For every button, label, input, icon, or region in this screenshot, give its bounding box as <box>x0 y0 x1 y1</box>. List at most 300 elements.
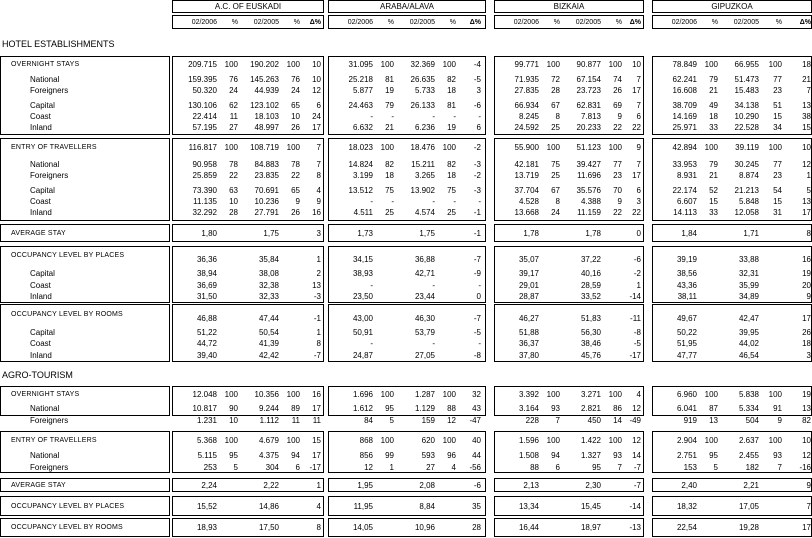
row-label: Foreigners <box>30 86 69 95</box>
table-cell: 15,52 <box>196 502 217 511</box>
table-cell: 53,79 <box>414 328 435 337</box>
table-cell: 5.115 <box>197 451 217 460</box>
table-cell: 8 <box>806 229 811 238</box>
table-cell: 50.320 <box>192 86 217 95</box>
column-header: 02/2006 <box>513 19 539 26</box>
table-cell: 100 <box>286 60 300 69</box>
table-cell: 51,88 <box>518 328 539 337</box>
table-cell: 13 <box>312 281 321 290</box>
table-cell: 15.483 <box>734 86 759 95</box>
table-cell: 36,37 <box>518 339 539 348</box>
table-cell: 100 <box>608 436 622 445</box>
table-cell: 100 <box>224 390 238 399</box>
table-cell: 81 <box>385 75 394 84</box>
table-cell: 19 <box>802 269 811 278</box>
table-cell: 70 <box>613 186 622 195</box>
table-cell: - <box>432 339 435 348</box>
table-cell: 620 <box>421 436 435 445</box>
table-cell: 116.817 <box>188 143 217 152</box>
table-cell: 100 <box>224 143 238 152</box>
block-title: OCCUPANCY LEVEL BY ROOMS <box>11 311 123 318</box>
column-header: Δ% <box>799 19 811 26</box>
table-cell: 34,15 <box>352 255 373 264</box>
table-cell: 37,22 <box>580 255 601 264</box>
table-cell: 22 <box>291 171 300 180</box>
table-cell: 14,86 <box>258 502 279 511</box>
table-cell: 32.369 <box>410 60 435 69</box>
table-cell: 3.271 <box>580 390 601 399</box>
table-cell: - <box>453 112 456 121</box>
table-cell: 79 <box>709 160 718 169</box>
table-cell: 1 <box>316 255 321 264</box>
table-cell: 17 <box>802 208 811 217</box>
table-cell: 16.608 <box>672 86 697 95</box>
table-cell: 67 <box>551 101 560 110</box>
table-cell: 66.934 <box>514 101 539 110</box>
block-title: OCCUPANCY LEVEL BY PLACES <box>11 252 125 259</box>
table-cell: 7 <box>636 101 641 110</box>
table-cell: -7 <box>633 463 641 472</box>
table-cell: 47,44 <box>258 314 279 323</box>
table-cell: 88 <box>447 404 456 413</box>
table-cell: 25.971 <box>672 123 697 132</box>
table-cell: 2 <box>316 269 321 278</box>
table-cell: 23 <box>613 171 622 180</box>
table-cell: 123.102 <box>250 101 279 110</box>
table-cell: 34,89 <box>738 292 759 301</box>
table-cell: 6 <box>476 123 481 132</box>
table-cell: 90.877 <box>576 60 601 69</box>
table-cell: 1.596 <box>518 436 539 445</box>
table-cell: 78 <box>229 160 238 169</box>
table-cell: 4.511 <box>353 208 373 217</box>
table-cell: 10 <box>312 60 321 69</box>
table-cell: 7 <box>777 463 782 472</box>
table-cell: 51,22 <box>196 328 217 337</box>
column-header: Δ% <box>629 19 641 26</box>
table-cell: 15.211 <box>411 160 435 169</box>
table-cell: 3 <box>806 351 811 360</box>
table-cell: 2.821 <box>580 404 601 413</box>
table-cell: 10.817 <box>192 404 217 413</box>
table-cell: 12 <box>632 436 641 445</box>
table-cell: 23,50 <box>352 292 373 301</box>
table-cell: 15 <box>773 112 782 121</box>
table-cell: 22 <box>229 171 238 180</box>
table-cell: 7 <box>636 75 641 84</box>
table-cell: - <box>370 112 373 121</box>
region-name: ARABA/ALAVA <box>380 2 434 11</box>
table-cell: 87 <box>709 404 718 413</box>
table-cell: 1,73 <box>357 229 373 238</box>
table-cell: 7 <box>316 143 321 152</box>
table-cell: 11 <box>291 416 300 425</box>
table-cell: 62.241 <box>672 75 697 84</box>
table-cell: 75 <box>385 186 394 195</box>
block-title: AVERAGE STAY <box>11 482 66 489</box>
table-cell: 1,78 <box>585 229 601 238</box>
table-cell: 6.607 <box>676 197 697 206</box>
table-cell: 8.874 <box>738 171 759 180</box>
table-cell: 100 <box>442 390 456 399</box>
table-cell: 26.635 <box>410 75 435 84</box>
table-cell: 5 <box>389 416 394 425</box>
table-cell: 13.902 <box>410 186 435 195</box>
table-cell: 3 <box>636 197 641 206</box>
table-cell: 23.835 <box>254 171 279 180</box>
block-title: OVERNIGHT STAYS <box>11 391 80 398</box>
table-cell: 3.164 <box>518 404 539 413</box>
table-cell: 11.159 <box>577 208 601 217</box>
table-cell: -14 <box>629 292 641 301</box>
row-label: National <box>30 451 60 460</box>
table-cell: 18 <box>447 171 456 180</box>
table-cell: 48.997 <box>254 123 279 132</box>
table-cell: 100 <box>442 436 456 445</box>
table-cell: 6 <box>636 112 641 121</box>
table-cell: 23.723 <box>576 86 601 95</box>
table-cell: 94 <box>291 451 300 460</box>
table-cell: 71.935 <box>514 75 539 84</box>
table-cell: 33 <box>709 123 718 132</box>
row-label: National <box>30 160 60 169</box>
region-name: BIZKAIA <box>553 2 585 11</box>
table-cell: 100 <box>286 436 300 445</box>
table-cell: 22 <box>613 123 622 132</box>
table-cell: -8 <box>633 328 641 337</box>
table-cell: -5 <box>473 75 481 84</box>
table-cell: 32 <box>472 390 481 399</box>
table-cell: 32,33 <box>258 292 279 301</box>
table-cell: 13.719 <box>514 171 539 180</box>
table-cell: 11.135 <box>193 197 217 206</box>
table-cell: 18 <box>802 60 811 69</box>
table-cell: 47,77 <box>676 351 697 360</box>
table-cell: 6 <box>316 101 321 110</box>
region-name: A.C. OF EUSKADI <box>214 2 282 11</box>
table-cell: 42,47 <box>738 314 759 323</box>
table-cell: - <box>478 197 481 206</box>
table-cell: 26.133 <box>410 101 435 110</box>
table-cell: 100 <box>380 143 394 152</box>
table-cell: 38,46 <box>580 339 601 348</box>
table-cell: 22 <box>632 123 641 132</box>
table-cell: 44 <box>472 451 481 460</box>
table-cell: 18.476 <box>410 143 435 152</box>
table-cell: 8 <box>316 339 321 348</box>
table-cell: 38.709 <box>672 101 697 110</box>
table-cell: 32,31 <box>738 269 759 278</box>
table-cell: 17 <box>802 314 811 323</box>
table-cell: 35,84 <box>258 255 279 264</box>
table-cell: 27 <box>229 123 238 132</box>
table-cell: 14,05 <box>352 523 373 532</box>
table-cell: 12 <box>632 404 641 413</box>
table-cell: -16 <box>799 463 811 472</box>
table-cell: 7.813 <box>580 112 601 121</box>
row-label: National <box>30 75 60 84</box>
table-cell: -6 <box>473 481 481 490</box>
table-cell: 26 <box>613 86 622 95</box>
table-cell: 91 <box>773 404 782 413</box>
table-cell: 3 <box>476 86 481 95</box>
column-header: % <box>615 19 622 26</box>
table-cell: 99 <box>385 451 394 460</box>
table-cell: 11 <box>229 112 238 121</box>
table-cell: -8 <box>473 351 481 360</box>
table-cell: 153 <box>683 463 697 472</box>
table-cell: 1,84 <box>681 229 697 238</box>
table-cell: 100 <box>380 436 394 445</box>
table-cell: 24.463 <box>348 101 373 110</box>
table-cell: 16,44 <box>518 523 539 532</box>
table-cell: 8 <box>316 171 321 180</box>
column-header: 02/2005 <box>733 19 759 26</box>
table-cell: 25.218 <box>348 75 373 84</box>
table-cell: 21 <box>802 75 811 84</box>
table-cell: 100 <box>286 390 300 399</box>
table-cell: - <box>391 112 394 121</box>
table-cell: 39.427 <box>576 160 601 169</box>
table-cell: -13 <box>629 523 641 532</box>
table-cell: 28 <box>229 208 238 217</box>
table-cell: 27.835 <box>514 86 539 95</box>
table-cell: 39,17 <box>518 269 539 278</box>
table-cell: 100 <box>768 143 782 152</box>
table-cell: -14 <box>629 502 641 511</box>
table-cell: 100 <box>608 143 622 152</box>
table-cell: 2,30 <box>585 481 601 490</box>
table-cell: 17 <box>312 451 321 460</box>
table-cell: 65 <box>291 186 300 195</box>
table-cell: 43,36 <box>676 281 697 290</box>
table-cell: 84.883 <box>254 160 279 169</box>
table-cell: -56 <box>469 463 481 472</box>
table-cell: 10 <box>802 436 811 445</box>
table-cell: 42.894 <box>672 143 697 152</box>
column-header: 02/2005 <box>575 19 601 26</box>
table-cell: 35 <box>472 502 481 511</box>
row-label: Capital <box>30 186 55 195</box>
table-cell: 100 <box>546 143 560 152</box>
table-cell: 79 <box>709 75 718 84</box>
table-cell: 13,34 <box>518 502 539 511</box>
table-cell: 82 <box>447 160 456 169</box>
block-title: OCCUPANCY LEVEL BY PLACES <box>11 503 125 510</box>
table-cell: -2 <box>473 143 481 152</box>
table-cell: 12.048 <box>192 390 217 399</box>
table-cell: -6 <box>473 101 481 110</box>
table-cell: 100 <box>380 60 394 69</box>
column-header: 02/2006 <box>191 19 217 26</box>
table-cell: 10.356 <box>254 390 279 399</box>
table-cell: 28,59 <box>580 281 601 290</box>
table-cell: 35,07 <box>518 255 539 264</box>
table-cell: 18,97 <box>580 523 601 532</box>
table-cell: 40,16 <box>580 269 601 278</box>
table-cell: 41,39 <box>258 339 279 348</box>
table-cell: -11 <box>630 314 641 323</box>
table-cell: 27.791 <box>254 208 279 217</box>
table-cell: -9 <box>473 269 481 278</box>
table-cell: 2,22 <box>263 481 279 490</box>
table-cell: 65 <box>291 101 300 110</box>
table-cell: 17,05 <box>738 502 759 511</box>
table-cell: 100 <box>768 436 782 445</box>
table-cell: 46,88 <box>196 314 217 323</box>
table-cell: 37,80 <box>518 351 539 360</box>
table-cell: 100 <box>442 143 456 152</box>
row-label: Coast <box>30 281 51 290</box>
table-cell: 6 <box>636 186 641 195</box>
column-header: 02/2005 <box>409 19 435 26</box>
table-cell: 868 <box>359 436 373 445</box>
column-header: Δ% <box>309 19 321 26</box>
table-cell: 22.528 <box>734 123 759 132</box>
table-cell: 5 <box>806 186 811 195</box>
row-label: Inland <box>30 351 52 360</box>
table-cell: 31.095 <box>348 60 373 69</box>
table-cell: 100 <box>546 60 560 69</box>
table-cell: 51.473 <box>734 75 759 84</box>
table-cell: 504 <box>745 416 759 425</box>
table-cell: 99.771 <box>514 60 539 69</box>
table-cell: 12 <box>802 160 811 169</box>
table-cell: -49 <box>629 416 641 425</box>
table-cell: 38,56 <box>676 269 697 278</box>
table-cell: 14.113 <box>673 208 697 217</box>
table-cell: 16 <box>312 208 321 217</box>
table-cell: 24 <box>229 86 238 95</box>
table-cell: 0 <box>636 229 641 238</box>
table-cell: 50,22 <box>676 328 697 337</box>
table-cell: 100 <box>546 390 560 399</box>
table-cell: 190.202 <box>250 60 279 69</box>
table-cell: 20.233 <box>576 123 601 132</box>
table-cell: 1.696 <box>352 390 373 399</box>
table-cell: 82 <box>802 416 811 425</box>
table-cell: 6.960 <box>676 390 697 399</box>
table-cell: 10 <box>229 416 238 425</box>
table-cell: -47 <box>469 416 481 425</box>
table-cell: 2.751 <box>676 451 697 460</box>
row-label: Inland <box>30 123 52 132</box>
table-cell: 46,54 <box>738 351 759 360</box>
row-label: Coast <box>30 112 51 121</box>
table-cell: 1 <box>316 481 321 490</box>
table-cell: 15 <box>773 197 782 206</box>
table-cell: 5.733 <box>414 86 435 95</box>
table-cell: 28 <box>472 523 481 532</box>
table-cell: 62.831 <box>576 101 601 110</box>
table-cell: 2,40 <box>681 481 697 490</box>
table-cell: 5 <box>233 463 238 472</box>
table-cell: 27,05 <box>414 351 435 360</box>
table-cell: - <box>391 197 394 206</box>
table-cell: 100 <box>704 143 718 152</box>
table-cell: 39.119 <box>735 143 759 152</box>
table-cell: 26 <box>291 123 300 132</box>
table-cell: 51,95 <box>676 339 697 348</box>
table-cell: 82 <box>447 75 456 84</box>
row-label: Capital <box>30 328 55 337</box>
table-cell: 304 <box>265 463 279 472</box>
table-cell: 24 <box>312 112 321 121</box>
row-label: Foreigners <box>30 171 69 180</box>
table-cell: 17 <box>632 171 641 180</box>
table-cell: 22 <box>632 208 641 217</box>
table-cell: 9.244 <box>258 404 279 413</box>
table-cell: 7 <box>636 160 641 169</box>
table-cell: 90 <box>229 404 238 413</box>
table-cell: -3 <box>473 186 481 195</box>
table-cell: 14 <box>613 416 622 425</box>
table-cell: 18,93 <box>196 523 217 532</box>
table-cell: 3.199 <box>352 171 373 180</box>
table-cell: 49 <box>709 101 718 110</box>
table-cell: 55.900 <box>514 143 539 152</box>
table-cell: 100 <box>768 390 782 399</box>
table-cell: 6 <box>295 463 300 472</box>
table-cell: -7 <box>633 481 641 490</box>
column-header: % <box>711 19 718 26</box>
table-cell: 44,72 <box>196 339 217 348</box>
table-cell: 6 <box>555 463 560 472</box>
table-cell: 13 <box>802 404 811 413</box>
table-cell: 51,83 <box>580 314 601 323</box>
row-label: Inland <box>30 292 52 301</box>
table-cell: 39,40 <box>196 351 217 360</box>
table-cell: 13.668 <box>514 208 539 217</box>
table-cell: 2,21 <box>743 481 759 490</box>
table-cell: 38,11 <box>677 292 697 301</box>
table-cell: 45,76 <box>580 351 601 360</box>
table-cell: 9 <box>617 197 622 206</box>
table-cell: 33.953 <box>672 160 697 169</box>
table-cell: 69 <box>613 101 622 110</box>
table-cell: 36,88 <box>414 255 435 264</box>
table-cell: 14.824 <box>348 160 373 169</box>
table-cell: 25 <box>551 123 560 132</box>
table-cell: 26 <box>291 208 300 217</box>
block-title: ENTRY OF TRAVELLERS <box>11 144 97 151</box>
table-cell: 1.112 <box>259 416 279 425</box>
table-cell: - <box>370 197 373 206</box>
table-cell: -1 <box>473 208 481 217</box>
table-cell: 33,88 <box>738 255 759 264</box>
table-cell: 24.592 <box>514 123 539 132</box>
table-cell: 2.455 <box>738 451 759 460</box>
table-cell: 253 <box>203 463 217 472</box>
table-cell: 2,13 <box>523 481 539 490</box>
table-cell: -5 <box>633 339 641 348</box>
table-cell: 31 <box>773 208 782 217</box>
table-cell: 593 <box>421 451 435 460</box>
table-cell: 2,24 <box>201 481 217 490</box>
table-cell: 24 <box>551 208 560 217</box>
column-header: 02/2006 <box>671 19 697 26</box>
table-cell: 84 <box>364 416 373 425</box>
column-header: Δ% <box>469 19 481 26</box>
table-cell: 182 <box>745 463 759 472</box>
table-cell: 100 <box>768 60 782 69</box>
table-cell: 8.931 <box>676 171 697 180</box>
table-cell: 4.375 <box>258 451 279 460</box>
table-cell: 1,78 <box>523 229 539 238</box>
table-cell: 51 <box>773 101 782 110</box>
table-cell: 23,44 <box>414 292 435 301</box>
table-cell: 93 <box>613 451 622 460</box>
